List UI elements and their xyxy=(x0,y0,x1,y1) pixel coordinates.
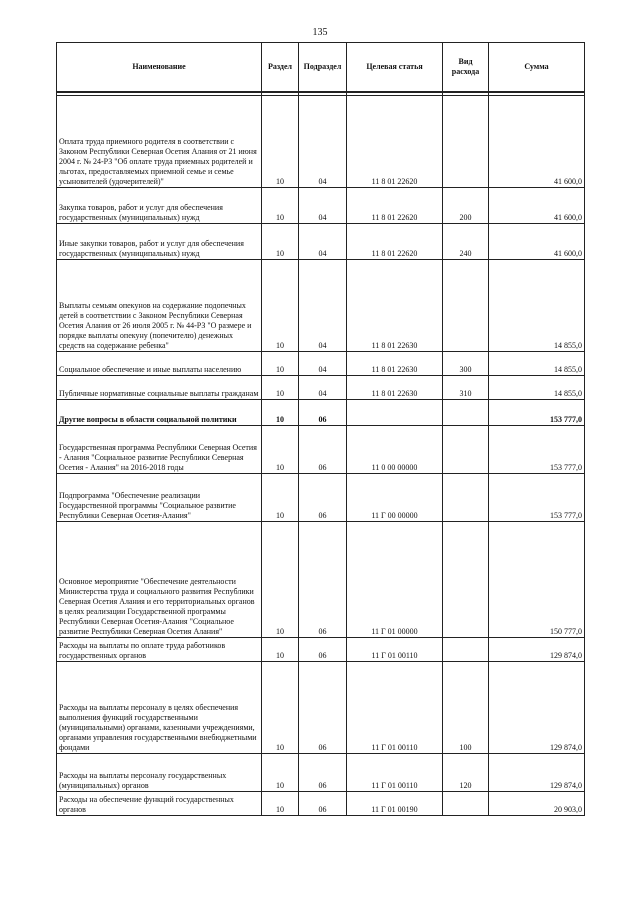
cell-tselevaya: 11 8 01 22630 xyxy=(347,260,443,352)
cell-razdel: 10 xyxy=(262,352,299,376)
table-row xyxy=(57,352,585,376)
table-row xyxy=(57,638,585,662)
cell-razdel: 10 xyxy=(262,792,299,816)
cell-vid: 200 xyxy=(443,188,489,224)
cell-razdel: 10 xyxy=(262,188,299,224)
cell-name: Закупка товаров, работ и услуг для обеспечения государственных (муниципальных) нужд xyxy=(57,188,262,224)
cell-podrazdel: 06 xyxy=(299,400,347,426)
cell-tselevaya: 11 8 01 22630 xyxy=(347,376,443,400)
header-row xyxy=(57,43,585,93)
cell-tselevaya: 11 Г 00 00000 xyxy=(347,474,443,522)
cell-vid xyxy=(443,426,489,474)
cell-summa: 153 777,0 xyxy=(489,426,585,474)
cell-vid xyxy=(443,474,489,522)
cell-summa: 14 855,0 xyxy=(489,376,585,400)
cell-name: Расходы на выплаты персоналу в целях обеспечения выполнения функций государственными (муниципальными) органами, казенными учреждениями, органами управления государственными внебюджетными фондами xyxy=(57,662,262,754)
table-body xyxy=(57,96,585,816)
cell-vid: 120 xyxy=(443,754,489,792)
cell-razdel: 10 xyxy=(262,474,299,522)
cell-podrazdel: 04 xyxy=(299,376,347,400)
cell-vid: 100 xyxy=(443,662,489,754)
cell-summa: 41 600,0 xyxy=(489,96,585,188)
cell-vid xyxy=(443,522,489,638)
cell-podrazdel: 04 xyxy=(299,352,347,376)
table-row xyxy=(57,400,585,426)
page-number: 135 xyxy=(312,27,328,38)
cell-razdel: 10 xyxy=(262,400,299,426)
cell-tselevaya: 11 Г 01 00110 xyxy=(347,662,443,754)
cell-name: Социальное обеспечение и иные выплаты населению xyxy=(57,352,262,376)
cell-podrazdel: 04 xyxy=(299,224,347,260)
cell-summa: 20 903,0 xyxy=(489,792,585,816)
cell-tselevaya: 11 0 00 00000 xyxy=(347,426,443,474)
cell-vid xyxy=(443,400,489,426)
cell-podrazdel: 04 xyxy=(299,260,347,352)
cell-tselevaya: 11 8 01 22620 xyxy=(347,96,443,188)
cell-tselevaya: 11 8 01 22620 xyxy=(347,224,443,260)
table-row xyxy=(57,188,585,224)
cell-podrazdel: 06 xyxy=(299,638,347,662)
header-tselevaya: Целевая статья xyxy=(347,43,443,93)
cell-name: Расходы на обеспечение функций государственных органов xyxy=(57,792,262,816)
cell-podrazdel: 06 xyxy=(299,426,347,474)
budget-table xyxy=(56,42,585,816)
cell-razdel: 10 xyxy=(262,376,299,400)
header-name: Наименование xyxy=(57,43,262,93)
table-row xyxy=(57,792,585,816)
cell-name: Публичные нормативные социальные выплаты гражданам xyxy=(57,376,262,400)
cell-podrazdel: 06 xyxy=(299,792,347,816)
cell-podrazdel: 06 xyxy=(299,754,347,792)
cell-podrazdel: 06 xyxy=(299,662,347,754)
cell-name: Другие вопросы в области социальной политики xyxy=(57,400,262,426)
cell-name: Расходы на выплаты персоналу государственных (муниципальных) органов xyxy=(57,754,262,792)
cell-name: Подпрограмма "Обеспечение реализации Государственной программы "Социальное развитие Республики Северная Осетия-Алания" xyxy=(57,474,262,522)
cell-razdel: 10 xyxy=(262,260,299,352)
table-row xyxy=(57,96,585,188)
cell-razdel: 10 xyxy=(262,754,299,792)
cell-vid xyxy=(443,260,489,352)
cell-summa: 153 777,0 xyxy=(489,474,585,522)
cell-razdel: 10 xyxy=(262,426,299,474)
table-row xyxy=(57,426,585,474)
header-vid: Вид расхода xyxy=(443,43,489,93)
table-row xyxy=(57,662,585,754)
cell-vid: 310 xyxy=(443,376,489,400)
cell-tselevaya: 11 8 01 22630 xyxy=(347,352,443,376)
cell-summa: 129 874,0 xyxy=(489,754,585,792)
cell-summa: 14 855,0 xyxy=(489,260,585,352)
table-row xyxy=(57,754,585,792)
cell-podrazdel: 04 xyxy=(299,188,347,224)
cell-summa: 129 874,0 xyxy=(489,638,585,662)
cell-summa: 41 600,0 xyxy=(489,188,585,224)
cell-razdel: 10 xyxy=(262,96,299,188)
table-row xyxy=(57,522,585,638)
cell-name: Государственная программа Республики Северная Осетия - Алания "Социальное развитие Республики Северная Осетия - Алания" на 2016-2018 годы xyxy=(57,426,262,474)
cell-summa: 14 855,0 xyxy=(489,352,585,376)
header-razdel: Раздел xyxy=(262,43,299,93)
cell-summa: 41 600,0 xyxy=(489,224,585,260)
header-summa: Сумма xyxy=(489,43,585,93)
cell-tselevaya: 11 8 01 22620 xyxy=(347,188,443,224)
cell-vid: 240 xyxy=(443,224,489,260)
cell-tselevaya: 11 Г 01 00190 xyxy=(347,792,443,816)
cell-tselevaya: 11 Г 01 00110 xyxy=(347,754,443,792)
cell-razdel: 10 xyxy=(262,522,299,638)
cell-podrazdel: 06 xyxy=(299,474,347,522)
cell-summa: 153 777,0 xyxy=(489,400,585,426)
cell-razdel: 10 xyxy=(262,224,299,260)
table-row xyxy=(57,376,585,400)
cell-razdel: 10 xyxy=(262,662,299,754)
table-row xyxy=(57,474,585,522)
cell-razdel: 10 xyxy=(262,638,299,662)
cell-tselevaya: 11 Г 01 00000 xyxy=(347,522,443,638)
cell-name: Выплаты семьям опекунов на содержание подопечных детей в соответствии с Законом Республики Северная Осетия Алания от 26 июля 2005 г. № 44-РЗ "О размере и порядке выплаты опекуну (попечителю) денежных средств на содержание ребенка" xyxy=(57,260,262,352)
cell-summa: 129 874,0 xyxy=(489,662,585,754)
header-podrazdel: Подраздел xyxy=(299,43,347,93)
cell-vid: 300 xyxy=(443,352,489,376)
cell-name: Основное мероприятие "Обеспечение деятельности Министерства труда и социального развития Республики Северная Осетия Алания и его территориальных органов в целях реализации Государственной программы Республики Северная Осетия-Алания "Социальное развитие Республики Северная Осетия Алания" xyxy=(57,522,262,638)
table-row xyxy=(57,260,585,352)
cell-podrazdel: 04 xyxy=(299,96,347,188)
cell-name: Оплата труда приемного родителя в соответствии с Законом Республики Северная Осетия Алания от 21 июня 2004 г. № 24-РЗ "Об оплате труда приемных родителей и льготах, предоставляемых приемной семье и семье усыновителей (удочерителей)" xyxy=(57,96,262,188)
cell-summa: 150 777,0 xyxy=(489,522,585,638)
cell-vid xyxy=(443,96,489,188)
table-row xyxy=(57,224,585,260)
cell-tselevaya xyxy=(347,400,443,426)
cell-vid xyxy=(443,792,489,816)
cell-podrazdel: 06 xyxy=(299,522,347,638)
cell-vid xyxy=(443,638,489,662)
cell-name: Расходы на выплаты по оплате труда работников государственных органов xyxy=(57,638,262,662)
cell-name: Иные закупки товаров, работ и услуг для обеспечения государственных (муниципальных) нужд xyxy=(57,224,262,260)
cell-tselevaya: 11 Г 01 00110 xyxy=(347,638,443,662)
